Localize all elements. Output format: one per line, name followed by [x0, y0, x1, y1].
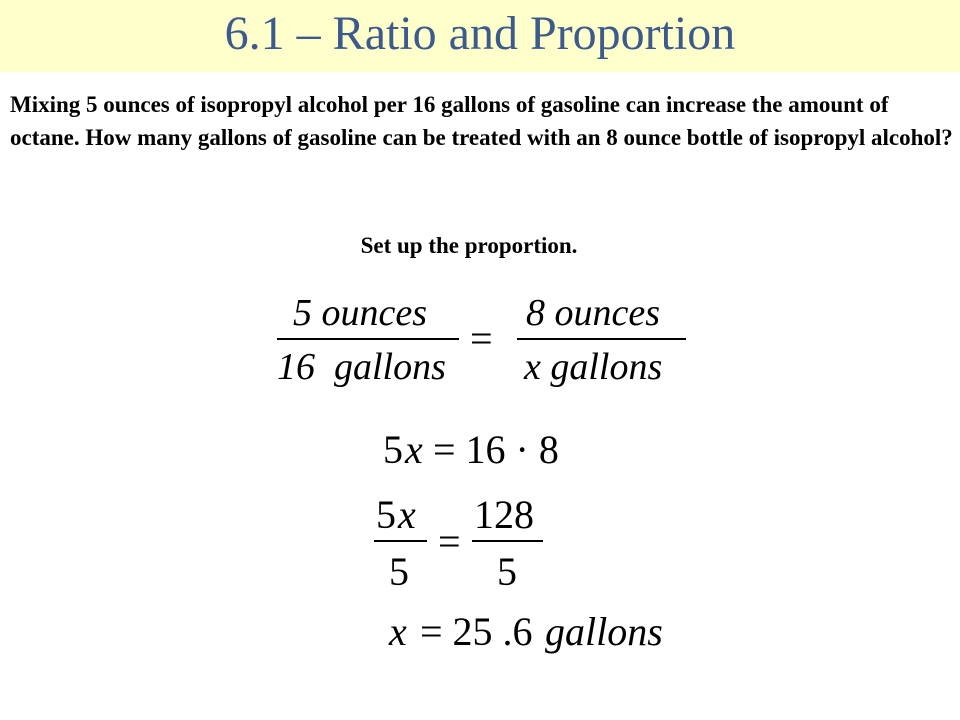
- step2-left-numerator: 5: [376, 492, 396, 537]
- right-denominator: x gallons: [524, 346, 663, 388]
- page-title: 6.1 – Ratio and Proportion: [224, 7, 736, 60]
- step2-right-numerator: 128: [474, 492, 534, 537]
- problem-text: Mixing 5 ounces of isopropyl alcohol per 16 gallons of gasoline can increase the amount of octane. How many gallons of gasoline can be treated with an 8 ounce bottle of isopropyl alcohol?: [10, 92, 953, 150]
- step2-equals: =: [438, 519, 461, 564]
- left-denominator: 16 gallons: [277, 346, 446, 388]
- answer-line: [388, 609, 663, 654]
- step2-right-denominator: 5: [497, 549, 517, 594]
- step2-variable: x: [398, 492, 416, 537]
- answer-value: = 25 .6: [420, 609, 533, 654]
- step-multiply: [383, 427, 559, 472]
- step2-left-denominator: 5: [389, 549, 409, 594]
- step1-variable: x: [405, 427, 423, 472]
- equals-sign: =: [470, 316, 493, 361]
- step1-coefficient: 5: [383, 427, 403, 472]
- proportion-equation: [277, 292, 686, 388]
- step1-right: = 16 · 8: [433, 427, 559, 472]
- answer-unit: gallons: [545, 609, 663, 654]
- setup-instruction: Set up the proportion.: [360, 233, 578, 258]
- left-numerator: 5 ounces: [293, 292, 428, 334]
- right-numerator: 8 ounces: [526, 292, 661, 334]
- answer-variable: x: [389, 609, 407, 654]
- step-divide: [374, 492, 543, 594]
